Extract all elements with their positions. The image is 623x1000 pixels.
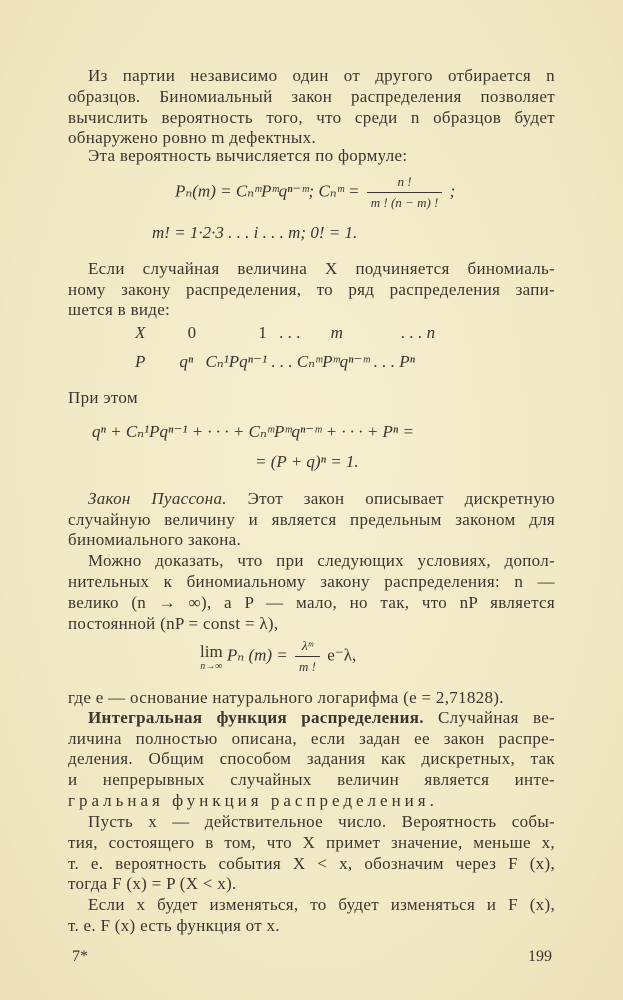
sum-formula-line2: = (P + q)ⁿ = 1. <box>255 452 359 471</box>
binomial-coefficient-fraction <box>367 172 443 213</box>
text-line: гральная функция распределения. <box>68 791 438 810</box>
fraction-denominator: m ! <box>299 659 316 674</box>
signature-mark: 7* <box>72 948 88 965</box>
factorial-formula: m! = 1·2·3 . . . i . . . m; 0! = 1. <box>152 223 358 242</box>
limit-word: lim <box>200 641 223 661</box>
limit-end: e⁻λ, <box>327 645 357 665</box>
paragraph-heading: Закон Пуассона. <box>88 489 227 508</box>
text-line <box>88 488 555 509</box>
page-number: 199 <box>528 948 552 965</box>
paragraph-heading: Интегральная функция распределения. <box>88 708 424 727</box>
row-p-label: P <box>135 352 146 371</box>
text-line: Если случайная величина X подчиняется биномиаль- <box>88 259 555 278</box>
text-line: вычислить вероятность того, что среди n образцов будет <box>68 108 555 127</box>
text-line: Из партии независимо один от другого отбирается n <box>88 66 555 85</box>
text-line: случайную величину и является предельным законом для <box>68 510 555 529</box>
row-x-value: 1 <box>258 323 267 342</box>
fraction-denominator: m ! (n − m) ! <box>370 195 439 210</box>
text-line: тогда F (x) = P (X < x). <box>68 874 237 893</box>
text-line: Эта вероятность вычисляется по формуле: <box>88 146 408 165</box>
text-line: шется в виде: <box>68 300 171 319</box>
binomial-formula-end: ; <box>449 181 456 201</box>
row-x-label: X <box>135 323 146 342</box>
text-line: т. е. F (x) есть функция от x. <box>68 916 280 935</box>
text-line: деления. Общим способом задания как дискретных, так <box>68 749 555 768</box>
row-p-value: qⁿ <box>179 352 194 371</box>
fraction-numerator: λᵐ <box>295 636 320 657</box>
text-line: велико (n → ∞), а P — мало, но так, что nP является <box>68 593 555 612</box>
row-x-value: . . . n <box>401 323 436 342</box>
row-x-value: m <box>330 323 343 342</box>
paragraph-text: Случайная ве- <box>423 708 555 727</box>
row-p-value: Cₙ¹Pqⁿ⁻¹ . . . CₙᵐPᵐqⁿ⁻ᵐ . . . Pⁿ <box>205 352 416 371</box>
text-line: т. е. вероятность события X < x, обозначим через F (x), <box>68 854 555 873</box>
poisson-limit-formula <box>200 636 356 677</box>
text-line: и непрерывных случайных величин является интe- <box>68 770 555 789</box>
text-line: обнаружено ровно m дефектных. <box>68 128 317 147</box>
paragraph-text: Этот закон описывает дискретную <box>226 489 555 508</box>
text-line: Пусть x — действительное число. Вероятность собы- <box>88 812 555 831</box>
text-line: ному закону распределения, то ряд распределения запи- <box>68 280 555 299</box>
binomial-formula <box>175 172 455 213</box>
limit-subscript: n→∞ <box>200 660 223 672</box>
text-line: Можно доказать, что при следующих условиях, допол- <box>88 551 555 570</box>
poisson-fraction <box>295 636 320 677</box>
text-line: нительных к биномиальному закону распределения: n — <box>68 572 555 591</box>
row-x-ellipsis: . . . <box>279 323 301 342</box>
binomial-formula-left: Pₙ(m) = CₙᵐPᵐqⁿ⁻ᵐ; Cₙᵐ = <box>175 181 360 201</box>
distribution-row-x <box>135 323 435 343</box>
distribution-row-p <box>135 352 415 372</box>
text-line <box>88 707 555 728</box>
text-line: образцов. Биномиальный закон распределения позволяет <box>68 87 555 106</box>
text-line: тия, состоящего в том, что X примет значение, меньше x, <box>68 833 555 852</box>
text-line: где е — основание натурального логарифма (е = 2,71828). <box>68 688 504 707</box>
text-line: личина полностью описана, если задан ее закон распре- <box>68 729 555 748</box>
text-line: биномиального закона. <box>68 530 242 549</box>
text-line: Если x будет изменяться, то будет изменяться и F (x), <box>88 895 555 914</box>
limit-operator <box>200 642 223 672</box>
text-line: При этом <box>68 388 138 407</box>
fraction-numerator: n ! <box>367 172 443 193</box>
limit-middle: Pₙ (m) = <box>226 645 288 665</box>
row-x-value: 0 <box>187 323 197 342</box>
sum-formula-line1: qⁿ + Cₙ¹Pqⁿ⁻¹ + · · · + CₙᵐPᵐqⁿ⁻ᵐ + · · · + Pⁿ = <box>92 422 415 441</box>
text-line: постоянной (nP = const = λ), <box>68 614 279 633</box>
